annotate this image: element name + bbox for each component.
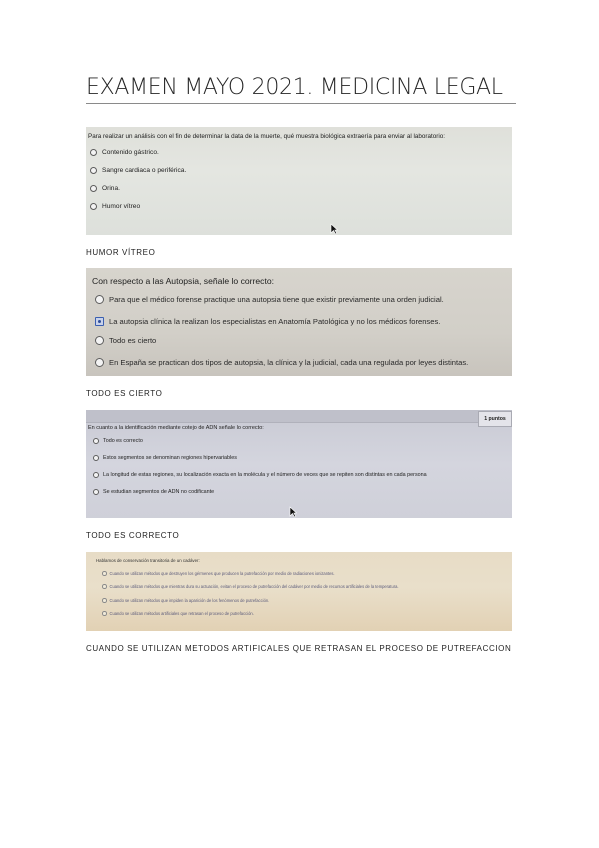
question-photo-2 (86, 268, 512, 376)
option-row[interactable] (90, 167, 186, 174)
option-row[interactable] (93, 455, 237, 461)
mouse-cursor-icon (330, 223, 338, 235)
option-row[interactable] (90, 185, 120, 192)
option-row[interactable] (93, 472, 427, 478)
option-row[interactable] (102, 571, 335, 576)
radio-button-icon[interactable] (90, 167, 97, 174)
option-row[interactable] (95, 336, 156, 345)
radio-button-icon[interactable] (93, 489, 99, 495)
answer-text: CUANDO SE UTILIZAN METODOS ARTIFICALES QUE RETRASAN EL PROCESO DE PUTREFACCION (86, 644, 512, 653)
answer-text: TODO ES CIERTO (86, 389, 163, 398)
option-label: La autopsia clínica la realizan los especialistas en Anatomía Patológica y no los médicos forenses. (109, 317, 441, 326)
radio-button-icon[interactable] (102, 598, 107, 603)
question-text: En cuanto a la identificación mediante cotejo de ADN señale lo correcto: (88, 425, 264, 431)
question-photo-3 (86, 410, 512, 518)
question-photo-1 (86, 127, 512, 235)
option-label: Se estudian segmentos de ADN no codificante (103, 489, 215, 495)
radio-button-icon[interactable] (102, 584, 107, 589)
radio-button-icon[interactable] (93, 455, 99, 461)
radio-button-icon[interactable] (90, 203, 97, 210)
radio-button-icon[interactable] (95, 336, 104, 345)
radio-button-icon[interactable] (102, 571, 107, 576)
title-underline (86, 103, 516, 104)
radio-button-icon[interactable] (95, 295, 104, 304)
option-row[interactable] (93, 438, 143, 444)
option-row[interactable] (102, 611, 254, 616)
question-photo-4 (86, 552, 512, 631)
option-row[interactable] (95, 358, 468, 367)
answer-text: TODO ES CORRECTO (86, 531, 180, 540)
option-label: La longitud de estas regiones, su localización exacta en la molécula y el número de veces que se repiten son distintas en cada persona (103, 472, 427, 478)
option-row[interactable] (93, 489, 214, 495)
option-row[interactable] (102, 598, 269, 603)
radio-button-icon[interactable] (93, 472, 99, 478)
question-text: Hablamos de conservación transitoria de un cadáver: (96, 558, 200, 563)
question-text: Con respecto a las Autopsia, señale lo correcto: (92, 276, 275, 286)
option-row[interactable] (90, 203, 140, 210)
option-row[interactable] (95, 317, 440, 326)
option-label: Orina. (102, 185, 120, 192)
option-label: Cuando se utilizan métodos que mientras dura su actuación, evitan el proceso de putrefacción del cadáver por medio de recursos artificiales de la temperatura. (109, 584, 399, 589)
option-label: Sangre cardiaca o periférica. (102, 167, 187, 174)
option-row[interactable] (90, 149, 159, 156)
radio-button-selected-icon[interactable] (95, 317, 104, 326)
points-badge: 1 puntos (478, 411, 512, 427)
option-label: Estos segmentos se denominan regiones hipervariables (103, 455, 237, 461)
option-label: Contenido gástrico. (102, 149, 159, 156)
radio-button-icon[interactable] (90, 149, 97, 156)
radio-button-icon[interactable] (95, 358, 104, 367)
option-row[interactable] (102, 584, 399, 589)
radio-button-icon[interactable] (90, 185, 97, 192)
page-title: EXAMEN MAYO 2021. MEDICINA LEGAL (86, 75, 503, 100)
radio-button-icon[interactable] (93, 438, 99, 444)
mouse-cursor-icon (289, 506, 297, 518)
option-row[interactable] (95, 295, 444, 304)
question-text: Para realizar un análisis con el fin de determinar la data de la muerte, qué muestra biológica extraería para enviar al laboratorio: (88, 133, 446, 140)
option-label: Cuando se utilizan métodos que impiden la aparición de los fenómenos de putrefacción. (109, 598, 270, 603)
radio-button-icon[interactable] (102, 611, 107, 616)
option-label: Cuando se utilizan métodos que destruyen los gérmenes que producen la putrefacción por medio de radiaciones ionizantes. (109, 571, 335, 576)
option-label: Para que el médico forense practique una autopsia tiene que existir previamente una orden judicial. (109, 295, 444, 304)
option-label: Todo es correcto (103, 438, 143, 444)
option-label: En España se practican dos tipos de autopsia, la clínica y la judicial, cada una regulada por leyes distintas. (109, 358, 469, 367)
option-label: Todo es cierto (109, 336, 157, 345)
question-header-bar (86, 410, 512, 423)
answer-text: HUMOR VÍTREO (86, 248, 156, 257)
option-label: Cuando se utilizan métodos artificiales que retrasan el proceso de putrefacción. (109, 611, 254, 616)
option-label: Humor vítreo (102, 203, 141, 210)
